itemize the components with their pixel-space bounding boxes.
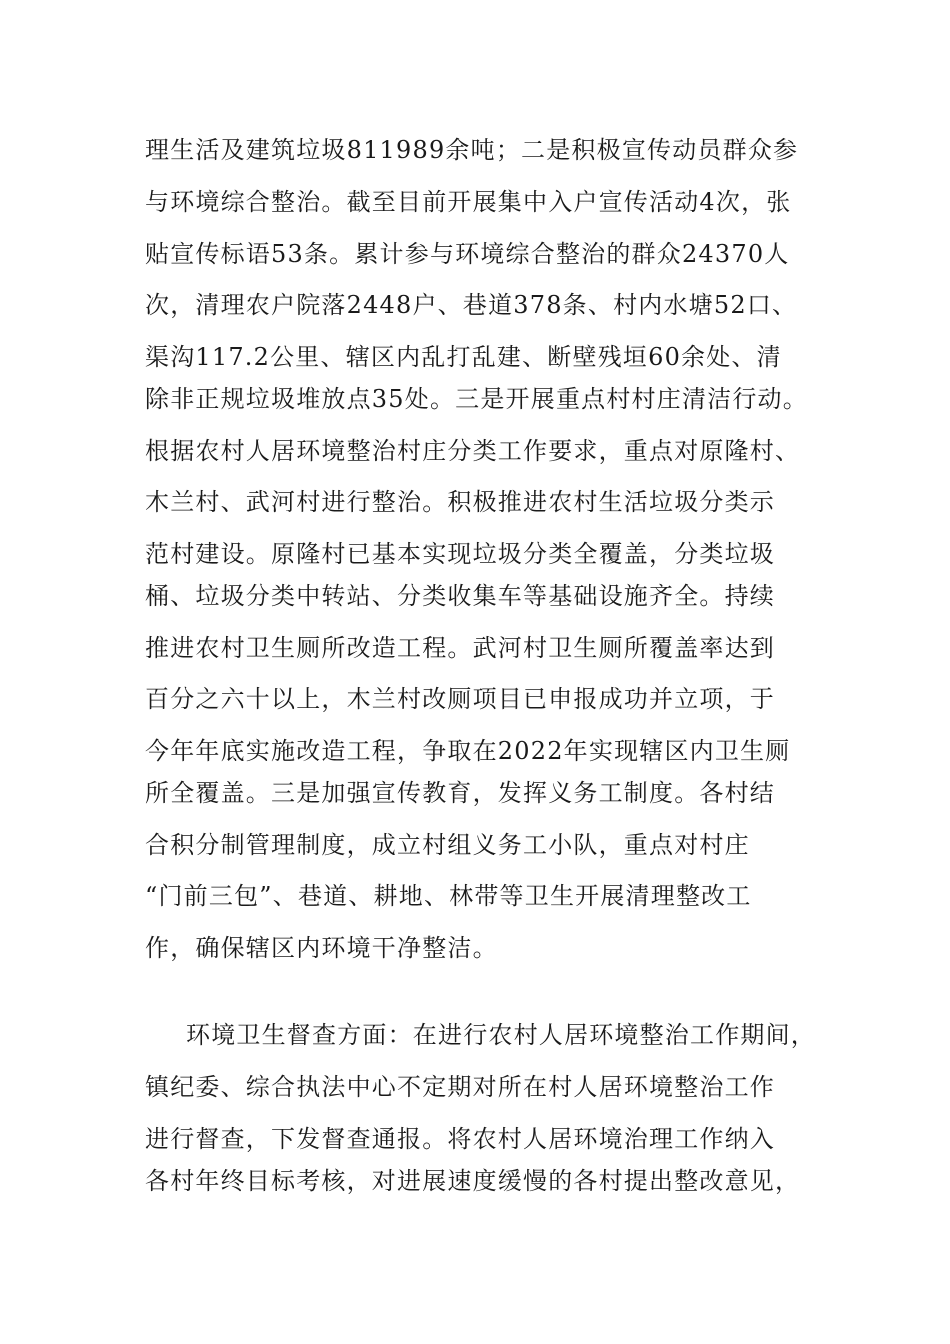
text-line: 桶、垃圾分类中转站、分类收集车等基础设施齐全。持续: [145, 582, 775, 610]
text-line: 进行督查，下发督查通报。将农村人居环境治理工作纳入: [145, 1125, 775, 1153]
text-line: 各村年终目标考核，对进展速度缓慢的各村提出整改意见，: [145, 1167, 801, 1195]
text-line: 今年年底实施改造工程，争取在2022年实现辖区内卫生厕: [145, 737, 791, 765]
text-line: 推进农村卫生厕所改造工程。武河村卫生厕所覆盖率达到: [145, 634, 775, 662]
text-line: 次，清理农户院落2448户、巷道378条、村内水塘52口、: [145, 291, 798, 319]
text-line: 木兰村、武河村进行整治。积极推进农村生活垃圾分类示: [145, 488, 775, 516]
text-line: 贴宣传标语53条。累计参与环境综合整治的群众24370人: [145, 240, 790, 268]
text-line: “门前三包”、巷道、耕地、林带等卫生开展清理整改工: [145, 882, 752, 910]
text-line: 环境卫生督查方面：在进行农村人居环境整治工作期间，: [186, 1021, 816, 1049]
text-line: 镇纪委、综合执法中心不定期对所在村人居环境整治工作: [145, 1073, 775, 1101]
text-line: 百分之六十以上，木兰村改厕项目已申报成功并立项，于: [145, 685, 775, 713]
text-line: 根据农村人居环境整治村庄分类工作要求，重点对原隆村、: [145, 437, 801, 465]
text-line: 所全覆盖。三是加强宣传教育，发挥义务工制度。各村结: [145, 779, 775, 807]
text-line: 范村建设。原隆村已基本实现垃圾分类全覆盖，分类垃圾: [145, 540, 775, 568]
text-line: 除非正规垃圾堆放点35处。三是开展重点村村庄清洁行动。: [145, 385, 808, 413]
text-line: 作，确保辖区内环境干净整洁。: [145, 934, 498, 962]
text-line: 与环境综合整治。截至目前开展集中入户宣传活动4次，张: [145, 188, 792, 216]
text-line: 渠沟117.2公里、辖区内乱打乱建、断壁残垣60余处、清: [145, 343, 782, 371]
text-line: 合积分制管理制度，成立村组义务工小队，重点对村庄: [145, 831, 750, 859]
text-line: 理生活及建筑垃圾811989余吨；二是积极宣传动员群众参: [145, 136, 799, 164]
